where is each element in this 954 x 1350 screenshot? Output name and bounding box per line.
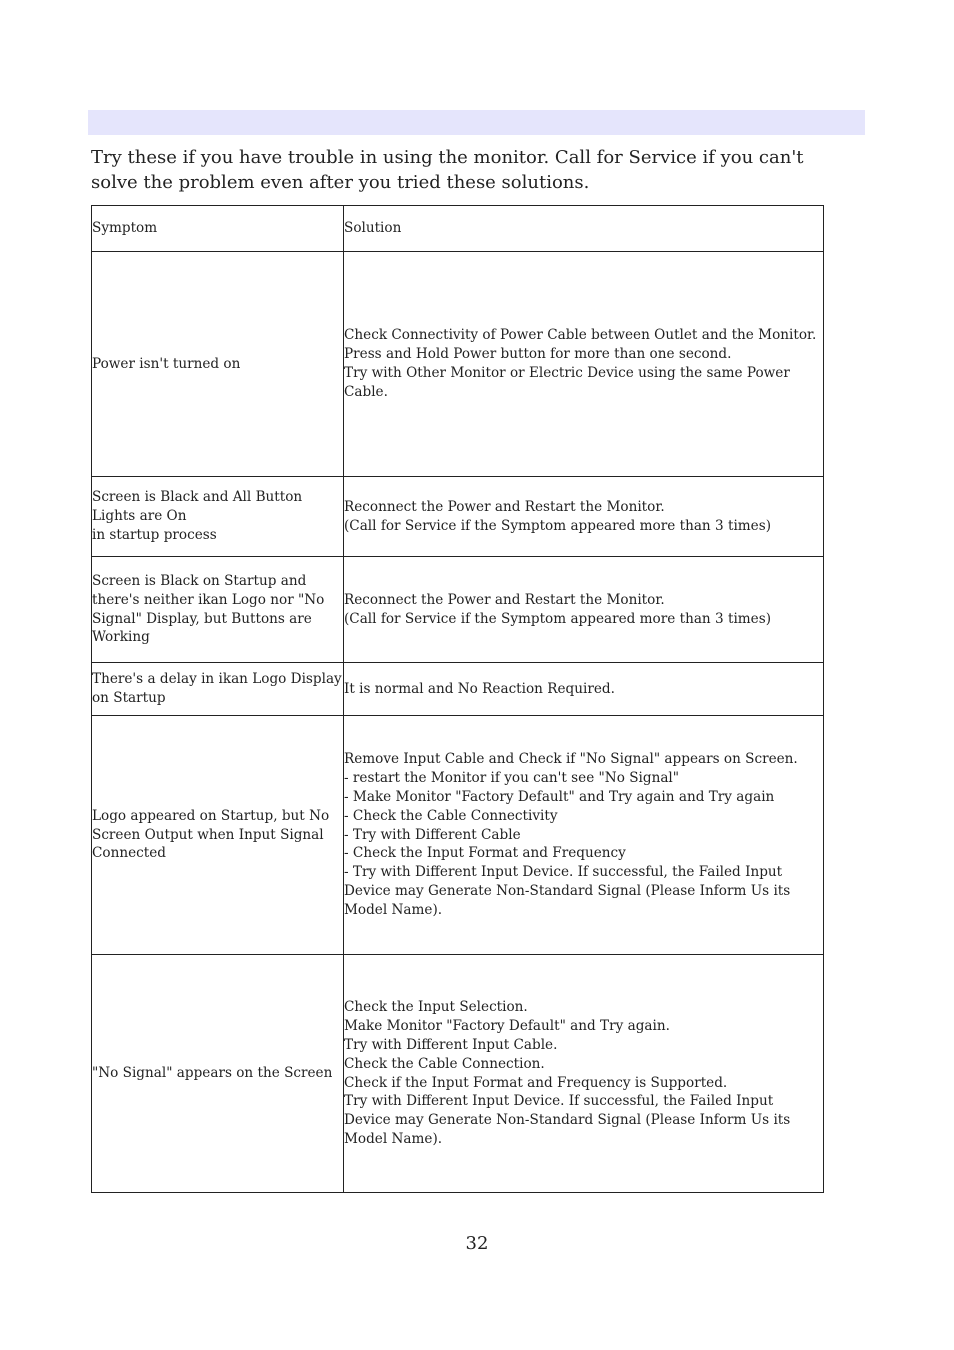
symptom-cell: Power isn't turned on	[92, 252, 344, 477]
table-row	[92, 252, 824, 477]
symptom-cell: Screen is Black on Startup and there's neither ikan Logo nor "No Signal" Display, but Buttons are Working	[92, 557, 344, 663]
solution-cell: Remove Input Cable and Check if "No Signal" appears on Screen. - restart the Monitor if you can't see "No Signal" - Make Monitor "Factory Default" and Try again and Try again - Check the Cable Connectivity - Try with Different Cable - Check the Input Format and Frequency - Try with Different Input Device. If successful, the Failed Input Device may Generate Non-Standard Signal (Please Inform Us its Model Name).	[344, 716, 824, 955]
symptom-cell: "No Signal" appears on the Screen	[92, 955, 344, 1193]
symptom-cell: There's a delay in ikan Logo Display on Startup	[92, 663, 344, 716]
solution-cell: Reconnect the Power and Restart the Monitor. (Call for Service if the Symptom appeared more than 3 times)	[344, 557, 824, 663]
header-solution: Solution	[344, 206, 824, 252]
solution-cell: Reconnect the Power and Restart the Monitor. (Call for Service if the Symptom appeared more than 3 times)	[344, 477, 824, 557]
symptom-cell: Screen is Black and All Button Lights are On in startup process	[92, 477, 344, 557]
solution-cell: Check the Input Selection. Make Monitor "Factory Default" and Try again. Try with Different Input Cable. Check the Cable Connection. Check if the Input Format and Frequency is Supported. Try with Different Input Device. If successful, the Failed Input Device may Generate Non-Standard Signal (Please Inform Us its Model Name).	[344, 955, 824, 1193]
troubleshooting-table	[91, 205, 824, 1193]
table-row	[92, 716, 824, 955]
header-symptom: Symptom	[92, 206, 344, 252]
section-header-band	[88, 110, 865, 135]
solution-cell: It is normal and No Reaction Required.	[344, 663, 824, 716]
table-row	[92, 477, 824, 557]
table-row	[92, 955, 824, 1193]
symptom-cell: Logo appeared on Startup, but No Screen Output when Input Signal Connected	[92, 716, 344, 955]
solution-cell: Check Connectivity of Power Cable between Outlet and the Monitor. Press and Hold Power button for more than one second. Try with Other Monitor or Electric Device using the same Power Cable.	[344, 252, 824, 477]
intro-paragraph: Try these if you have trouble in using the monitor. Call for Service if you can't solve the problem even after you tried these solutions.	[91, 147, 804, 193]
table-row	[92, 663, 824, 716]
page-number: 32	[465, 1233, 489, 1254]
table-header-row	[92, 206, 824, 252]
table-row	[92, 557, 824, 663]
